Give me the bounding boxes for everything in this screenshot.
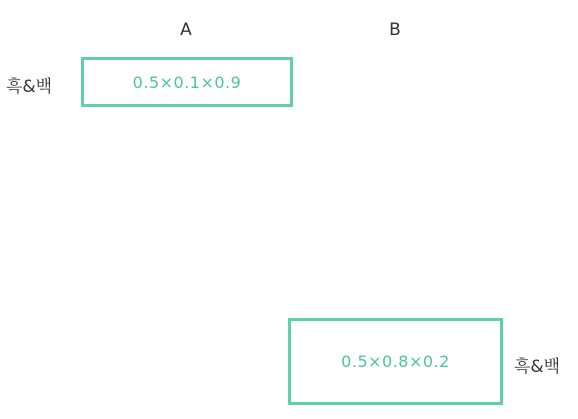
formula-box-a	[81, 57, 293, 107]
row-label-top: 흑&백	[6, 77, 53, 97]
row-label-bottom: 흑&백	[514, 357, 561, 377]
formula-box-b	[288, 318, 503, 405]
formula-text-a: 0.5×0.1×0.9	[132, 72, 242, 92]
column-header-b: B	[389, 20, 401, 40]
column-header-a: A	[180, 20, 192, 40]
formula-text-b: 0.5×0.8×0.2	[341, 352, 450, 371]
